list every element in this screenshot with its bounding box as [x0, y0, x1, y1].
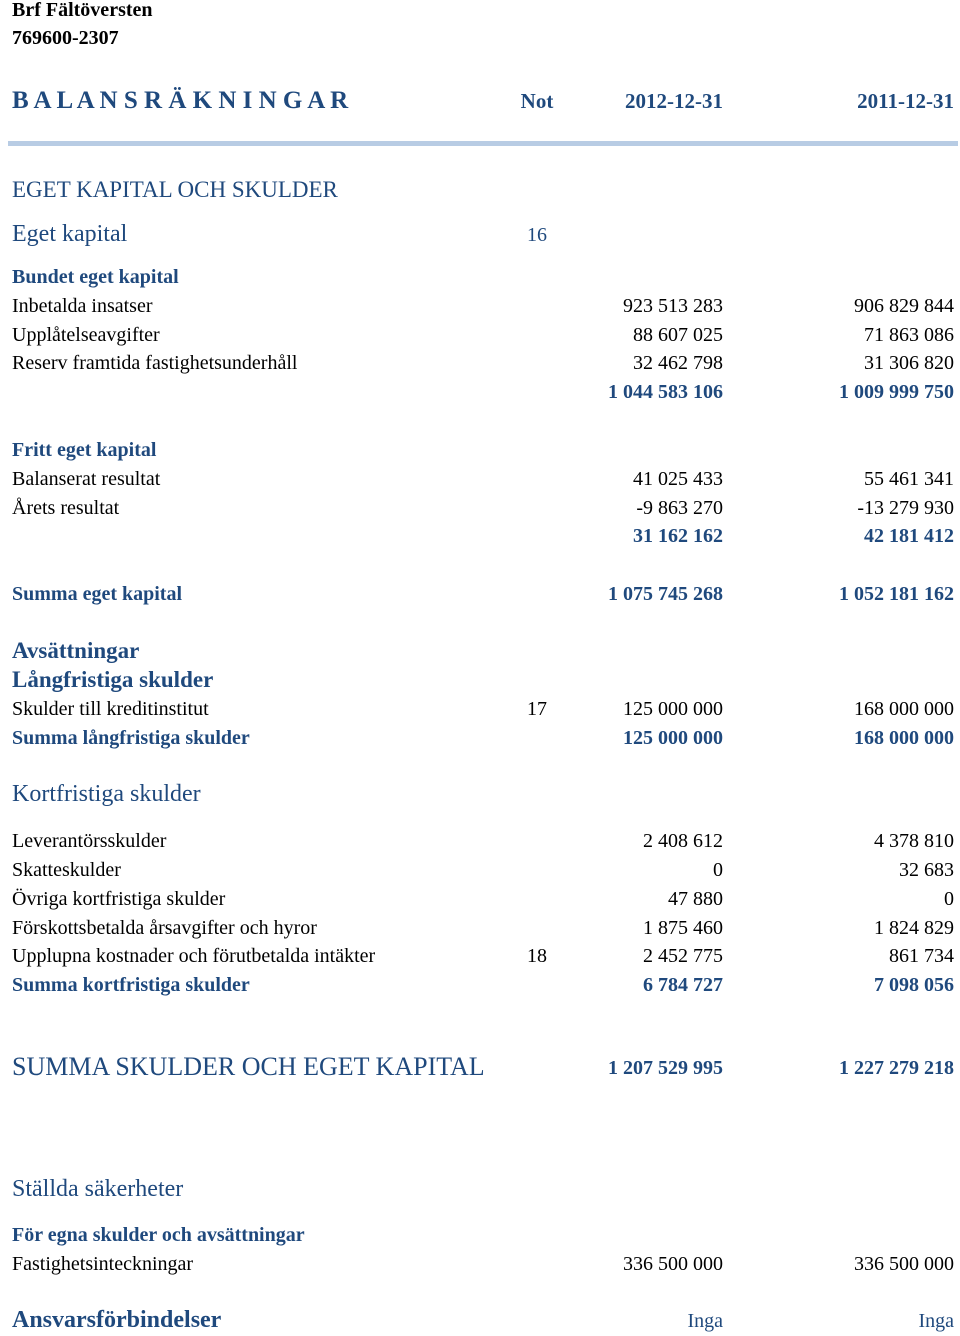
- equity-heading: Eget kapital: [12, 221, 128, 247]
- unrestricted-equity-heading: Fritt eget kapital: [12, 439, 157, 461]
- row-value-2012: 41 025 433: [633, 468, 723, 490]
- equity-total-label: Summa eget kapital: [12, 583, 182, 605]
- row-note: 17: [527, 698, 547, 720]
- short-term-total-2011: 7 098 056: [874, 974, 954, 996]
- row-value-2012: 32 462 798: [633, 352, 723, 374]
- equity-total-2011: 1 052 181 162: [839, 583, 954, 605]
- row-value-2012: 47 880: [668, 888, 723, 910]
- note-column-header: Not: [520, 89, 554, 113]
- row-label: Upplupna kostnader och förutbetalda intäkter: [12, 945, 376, 967]
- short-term-total-2012: 6 784 727: [643, 974, 723, 996]
- row-value-2011: 31 306 820: [864, 352, 954, 374]
- restricted-subtotal-2011: 1 009 999 750: [839, 381, 954, 403]
- row-value-2012: -9 863 270: [636, 497, 723, 519]
- row-label: Reserv framtida fastighetsunderhåll: [12, 352, 298, 374]
- row-value-2012: 0: [713, 859, 723, 881]
- long-term-total-label: Summa långfristiga skulder: [12, 727, 250, 749]
- org-name: Brf Fältöversten: [12, 0, 153, 21]
- row-note: 18: [527, 945, 547, 967]
- contingent-liabilities-2012: Inga: [687, 1310, 723, 1332]
- col-2011-header: 2011-12-31: [857, 89, 954, 113]
- grand-total-2011: 1 227 279 218: [839, 1057, 954, 1079]
- row-label: Upplåtelseavgifter: [12, 324, 160, 346]
- long-term-liabilities-heading: Långfristiga skulder: [12, 667, 214, 692]
- equity-total-2012: 1 075 745 268: [608, 583, 723, 605]
- contingent-liabilities-heading: Ansvarsförbindelser: [12, 1307, 222, 1333]
- pledged-assets-subheading: För egna skulder och avsättningar: [12, 1224, 305, 1246]
- row-value-2012: 336 500 000: [623, 1253, 723, 1275]
- row-value-2012: 88 607 025: [633, 324, 723, 346]
- row-value-2011: 55 461 341: [864, 468, 954, 490]
- row-label: Förskottsbetalda årsavgifter och hyror: [12, 917, 317, 939]
- long-term-total-2012: 125 000 000: [623, 727, 723, 749]
- row-value-2011: 71 863 086: [864, 324, 954, 346]
- row-value-2011: 861 734: [889, 945, 954, 967]
- provisions-heading: Avsättningar: [12, 638, 140, 663]
- row-value-2011: 336 500 000: [854, 1253, 954, 1275]
- unrestricted-subtotal-2011: 42 181 412: [864, 525, 954, 547]
- row-label: Fastighetsinteckningar: [12, 1253, 194, 1275]
- row-label: Årets resultat: [12, 497, 120, 519]
- row-label: Skatteskulder: [12, 859, 121, 881]
- row-label: Leverantörsskulder: [12, 830, 167, 852]
- row-value-2011: 1 824 829: [874, 917, 954, 939]
- row-label: Övriga kortfristiga skulder: [12, 888, 226, 910]
- row-label: Balanserat resultat: [12, 468, 161, 490]
- equity-note: 16: [527, 224, 547, 246]
- page-title: B A L A N S R Ä K N I N G A R: [12, 87, 349, 114]
- org-number: 769600-2307: [12, 27, 119, 49]
- grand-total-label: SUMMA SKULDER OCH EGET KAPITAL: [12, 1052, 485, 1081]
- section-title: EGET KAPITAL OCH SKULDER: [12, 177, 338, 202]
- row-label: Skulder till kreditinstitut: [12, 698, 209, 720]
- row-value-2012: 2 408 612: [643, 830, 723, 852]
- contingent-liabilities-2011: Inga: [918, 1310, 954, 1332]
- row-value-2011: 0: [944, 888, 954, 910]
- row-value-2011: -13 279 930: [857, 497, 954, 519]
- short-term-liabilities-heading: Kortfristiga skulder: [12, 781, 201, 807]
- row-value-2012: 125 000 000: [623, 698, 723, 720]
- row-value-2012: 1 875 460: [643, 917, 723, 939]
- row-label: Inbetalda insatser: [12, 295, 153, 317]
- row-value-2011: 32 683: [899, 859, 954, 881]
- row-value-2012: 2 452 775: [643, 945, 723, 967]
- restricted-equity-heading: Bundet eget kapital: [12, 266, 179, 288]
- row-value-2011: 906 829 844: [854, 295, 954, 317]
- col-2012-header: 2012-12-31: [625, 89, 723, 113]
- short-term-total-label: Summa kortfristiga skulder: [12, 974, 250, 996]
- row-value-2011: 168 000 000: [854, 698, 954, 720]
- long-term-total-2011: 168 000 000: [854, 727, 954, 749]
- pledged-assets-heading: Ställda säkerheter: [12, 1176, 184, 1202]
- header-divider: [8, 141, 958, 146]
- unrestricted-subtotal-2012: 31 162 162: [633, 525, 723, 547]
- grand-total-2012: 1 207 529 995: [608, 1057, 723, 1079]
- row-value-2012: 923 513 283: [623, 295, 723, 317]
- restricted-subtotal-2012: 1 044 583 106: [608, 381, 723, 403]
- row-value-2011: 4 378 810: [874, 830, 954, 852]
